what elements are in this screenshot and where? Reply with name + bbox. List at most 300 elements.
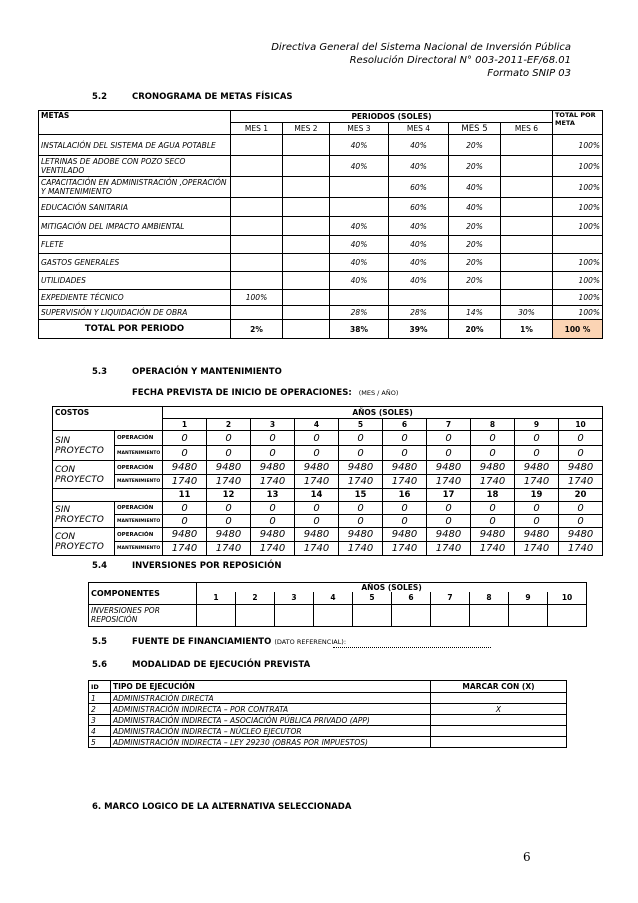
meta-name: CAPACITACIÓN EN ADMINISTRACIÓN ,OPERACIÓN Y MANTENIMIENTO [39,177,231,198]
cell: 20% [449,156,501,177]
section-title: CRONOGRAMA DE METAS FÍSICAS [132,92,293,102]
cell: 9480 [251,461,295,475]
cell [231,177,283,198]
section-6-heading: 6. MARCO LOGICO DE LA ALTERNATIVA SELECCIONADA [92,802,352,812]
year-header: 16 [383,489,427,502]
cell [501,217,553,236]
cell: 0 [251,515,295,528]
cell [231,236,283,254]
year-header: 18 [471,489,515,502]
cell: 1740 [471,475,515,489]
cell [392,604,431,626]
cell: 0 [427,431,471,446]
cell: 0 [163,446,207,461]
cell: 9480 [383,528,427,542]
cell [283,135,330,156]
row-total: 100% [553,254,603,272]
month-header: MES 5 [449,123,501,135]
cell: 0 [339,431,383,446]
month-header: MES 2 [283,123,330,135]
cell: 1740 [515,542,559,556]
cell: 0 [207,446,251,461]
cell: 30% [501,306,553,320]
cell: 0 [383,446,427,461]
cell: 20% [449,254,501,272]
cell: 9480 [339,528,383,542]
cell: 1740 [295,542,339,556]
cell: 0 [163,515,207,528]
cell: 0 [207,431,251,446]
table-row [39,177,603,198]
cell [283,177,330,198]
year-header: 7 [431,592,470,604]
cell [389,290,449,306]
cell [231,217,283,236]
section-number: 5.2 [92,92,108,102]
cell: 1740 [559,475,603,489]
table-row [53,542,603,556]
year-header: 4 [314,592,353,604]
cell: 40% [330,135,389,156]
cell [231,306,283,320]
section-title [132,637,346,647]
fecha-sub: (MES / AÑO) [358,389,399,397]
cell [231,135,283,156]
cell: 9480 [383,461,427,475]
year-header: 10 [559,419,603,431]
header-line-2: Resolución Directoral N° 003-2011-EF/68.01 [349,55,571,66]
year-header: 12 [207,489,251,502]
section-number: 5.4 [92,561,108,571]
metas-fisicas-table [38,110,603,339]
cell: 0 [295,515,339,528]
row-total [553,236,603,254]
table-row [89,704,567,715]
mantenimiento-label: MANTENIMIENTO [115,515,163,528]
row-total: 100% [553,272,603,290]
table-row [53,446,603,461]
fuente-sub: (DATO REFERENCIAL): [274,638,347,646]
cell: 9480 [427,461,471,475]
cell [353,604,392,626]
cell: 9480 [339,461,383,475]
year-header: 8 [471,419,515,431]
cell: 9480 [251,528,295,542]
year-header: 2 [207,419,251,431]
cell [231,198,283,217]
col-metas: METAS [39,111,231,135]
month-header: MES 3 [330,123,389,135]
cell: 40% [389,135,449,156]
row-mark [431,737,567,748]
cell: 20% [449,236,501,254]
cell: 20% [449,135,501,156]
cell: 40% [330,254,389,272]
table-row [39,135,603,156]
table-row [39,306,603,320]
cell: 9480 [163,461,207,475]
cell: 9480 [515,461,559,475]
year-header: 9 [509,592,548,604]
cell: 0 [383,431,427,446]
table-row [89,726,567,737]
cell: 1740 [207,542,251,556]
cell: 1740 [427,475,471,489]
cell: 0 [295,502,339,515]
cell: 28% [330,306,389,320]
meta-name: EXPEDIENTE TÉCNICO [39,290,231,306]
cell: 0 [251,431,295,446]
inversiones-label: INVERSIONES POR REPOSICIÓN [89,604,197,626]
year-header: 1 [197,592,236,604]
cell: 0 [559,502,603,515]
mantenimiento-label: MANTENIMIENTO [115,542,163,556]
row-id: 2 [89,704,111,715]
period-total: 2% [231,320,283,339]
row-total: 100% [553,135,603,156]
cell [501,290,553,306]
row-total: 100% [553,217,603,236]
row-mark [431,715,567,726]
year-header: 8 [470,592,509,604]
col-periodos: PERIODOS (SOLES) [231,111,553,123]
meta-name: UTILIDADES [39,272,231,290]
col-id: ID [89,681,111,693]
year-header: 4 [295,419,339,431]
cell: 9480 [163,528,207,542]
row-mark [431,693,567,704]
cell: 0 [559,446,603,461]
cell [314,604,353,626]
cell: 14% [449,306,501,320]
con-proyecto-label: CON PROYECTO [53,528,115,556]
row-mark [431,726,567,737]
cell: 9480 [207,528,251,542]
cell [283,306,330,320]
row-total: 100% [553,177,603,198]
cell: 0 [515,502,559,515]
table-row [53,528,603,542]
section-number: 5.5 [92,637,108,647]
cell: 0 [295,446,339,461]
cell: 0 [339,515,383,528]
row-tipo: ADMINISTRACIÓN INDIRECTA – LEY 29230 (OBRAS POR IMPUESTOS) [111,737,431,748]
year-header: 17 [427,489,471,502]
row-total: 100% [553,198,603,217]
cell [501,236,553,254]
cell: 9480 [207,461,251,475]
cell: 0 [163,431,207,446]
cell: 0 [427,446,471,461]
cell: 1740 [427,542,471,556]
cell: 20% [449,272,501,290]
cell: 0 [471,446,515,461]
year-header: 2 [236,592,275,604]
cell: 0 [339,446,383,461]
month-header: MES 4 [389,123,449,135]
section-title: INVERSIONES POR REPOSICIÓN [132,561,282,571]
period-total: 38% [330,320,389,339]
operacion-mantenimiento-table [52,406,603,556]
cell: 9480 [295,528,339,542]
costos-label: COSTOS [53,407,163,419]
cell [501,135,553,156]
cell: 40% [330,236,389,254]
operacion-label: OPERACIÓN [115,431,163,446]
cell: 0 [515,515,559,528]
year-header: 6 [383,419,427,431]
cell: 0 [471,515,515,528]
cell: 9480 [559,461,603,475]
cell: 1740 [251,542,295,556]
table-row [89,693,567,704]
cell [501,177,553,198]
table-row [39,272,603,290]
cell: 40% [389,272,449,290]
cell: 9480 [515,528,559,542]
cell [275,604,314,626]
cell: 100% [231,290,283,306]
total-row [39,320,603,339]
table-row [89,737,567,748]
cell: 1740 [559,542,603,556]
page-number: 6 [523,850,531,864]
section-number: 5.3 [92,367,108,377]
row-id: 5 [89,737,111,748]
total-label: TOTAL POR PERIODO [39,320,231,339]
table-row [39,198,603,217]
col-tipo: TIPO DE EJECUCIÓN [111,681,431,693]
cell: 60% [389,177,449,198]
row-id: 4 [89,726,111,737]
year-header: 11 [163,489,207,502]
header-line-3: Formato SNIP 03 [487,68,571,79]
table-row [39,156,603,177]
row-tipo: ADMINISTRACIÓN DIRECTA [111,693,431,704]
cell [548,604,587,626]
cell: 0 [383,502,427,515]
period-total: 39% [389,320,449,339]
componentes-label: COMPONENTES [89,583,197,605]
cell: 1740 [163,542,207,556]
meta-name: FLETE [39,236,231,254]
cell [501,272,553,290]
cell: 1740 [383,542,427,556]
cell: 40% [389,236,449,254]
document-header [271,41,571,80]
cell [231,156,283,177]
cell: 40% [389,254,449,272]
sin-proyecto-label: SIN PROYECTO [53,502,115,528]
cell: 0 [207,515,251,528]
table-row [53,431,603,446]
cell [283,272,330,290]
cell [330,177,389,198]
table-row [53,502,603,515]
grand-total: 100 % [553,320,603,339]
cell [431,604,470,626]
fill-in-line [333,643,491,648]
table-row [53,515,603,528]
year-header: 3 [275,592,314,604]
cell: 9480 [471,461,515,475]
table-row [89,715,567,726]
period-total [283,320,330,339]
cell: 0 [427,502,471,515]
section-title: OPERACIÓN Y MANTENIMIENTO [132,367,282,377]
operacion-label: OPERACIÓN [115,502,163,515]
cell [231,272,283,290]
year-header: 19 [515,489,559,502]
inversiones-reposicion-table [88,582,587,627]
year-header: 7 [427,419,471,431]
cell [501,198,553,217]
cell: 1740 [207,475,251,489]
year-header: 1 [163,419,207,431]
year-header: 5 [353,592,392,604]
period-total: 20% [449,320,501,339]
cell [236,604,275,626]
row-tipo: ADMINISTRACIÓN INDIRECTA – ASOCIACIÓN PÚBLICA PRIVADO (APP) [111,715,431,726]
cell [283,217,330,236]
row-total: 100% [553,290,603,306]
cell: 0 [515,446,559,461]
year-header: 9 [515,419,559,431]
header-line-1: Directiva General del Sistema Nacional de Inversión Pública [271,42,571,53]
year-header: 15 [339,489,383,502]
cell [283,254,330,272]
cell: 40% [330,217,389,236]
cell: 1740 [251,475,295,489]
table-row [39,236,603,254]
cell [501,156,553,177]
cell [231,254,283,272]
table-row [39,254,603,272]
row-tipo: ADMINISTRACIÓN INDIRECTA – POR CONTRATA [111,704,431,715]
cell: 0 [471,502,515,515]
cell: 0 [163,502,207,515]
cell: 0 [339,502,383,515]
cell: 40% [449,198,501,217]
year-header: 14 [295,489,339,502]
row-total: 100% [553,156,603,177]
col-marcar: MARCAR CON (X) [431,681,567,693]
period-total: 1% [501,320,553,339]
cell: 1740 [383,475,427,489]
row-id: 1 [89,693,111,704]
cell: 0 [207,502,251,515]
cell: 1740 [339,542,383,556]
mantenimiento-label: MANTENIMIENTO [115,475,163,489]
table-row [53,475,603,489]
cell: 9480 [427,528,471,542]
section-title: MODALIDAD DE EJECUCIÓN PREVISTA [132,660,311,670]
cell: 60% [389,198,449,217]
year-header: 20 [559,489,603,502]
meta-name: LETRINAS DE ADOBE CON POZO SECO VENTILADO [39,156,231,177]
cell [197,604,236,626]
cell [283,198,330,217]
cell [449,290,501,306]
con-proyecto-label: CON PROYECTO [53,461,115,489]
table-row [39,290,603,306]
table-row [39,217,603,236]
fecha-label: FECHA PREVISTA DE INICIO DE OPERACIONES: [132,388,352,398]
cell [283,290,330,306]
year-header: 13 [251,489,295,502]
cell: 0 [251,502,295,515]
cell: 40% [389,217,449,236]
fuente-label: FUENTE DE FINANCIAMIENTO [132,637,272,647]
cell: 9480 [471,528,515,542]
cell [283,236,330,254]
fecha-prevista [132,388,398,398]
cell [330,198,389,217]
cell: 0 [251,446,295,461]
meta-name: MITIGACIÓN DEL IMPACTO AMBIENTAL [39,217,231,236]
meta-name: EDUCACIÓN SANITARIA [39,198,231,217]
meta-name: GASTOS GENERALES [39,254,231,272]
table-row [89,604,587,626]
row-tipo: ADMINISTRACIÓN INDIRECTA – NÚCLEO EJECUTOR [111,726,431,737]
cell [501,254,553,272]
row-mark: X [431,704,567,715]
anos-label: AÑOS (SOLES) [163,407,603,419]
cell [470,604,509,626]
cell: 9480 [295,461,339,475]
col-total: TOTAL POR META [553,111,603,135]
year-header: 5 [339,419,383,431]
row-total: 100% [553,306,603,320]
cell: 40% [330,272,389,290]
operacion-label: OPERACIÓN [115,461,163,475]
table-row [53,461,603,475]
row-id: 3 [89,715,111,726]
cell: 1740 [295,475,339,489]
meta-name: INSTALACIÓN DEL SISTEMA DE AGUA POTABLE [39,135,231,156]
cell [283,156,330,177]
cell: 9480 [559,528,603,542]
mantenimiento-label: MANTENIMIENTO [115,446,163,461]
cell [509,604,548,626]
cell: 1740 [471,542,515,556]
month-header: MES 6 [501,123,553,135]
cell [330,290,389,306]
cell: 20% [449,217,501,236]
meta-name: SUPERVISIÓN Y LIQUIDACIÓN DE OBRA [39,306,231,320]
cell: 40% [449,177,501,198]
cell: 1740 [163,475,207,489]
modalidad-ejecucion-table [88,680,567,748]
year-header: 3 [251,419,295,431]
section-number: 5.6 [92,660,108,670]
cell: 0 [559,515,603,528]
cell: 0 [471,431,515,446]
month-header: MES 1 [231,123,283,135]
anos-label: AÑOS (SOLES) [197,583,587,593]
cell: 0 [515,431,559,446]
cell: 28% [389,306,449,320]
sin-proyecto-label: SIN PROYECTO [53,431,115,461]
year-header: 6 [392,592,431,604]
cell: 1740 [515,475,559,489]
cell: 0 [559,431,603,446]
cell: 0 [383,515,427,528]
cell: 0 [427,515,471,528]
year-header: 10 [548,592,587,604]
cell: 40% [330,156,389,177]
cell: 1740 [339,475,383,489]
